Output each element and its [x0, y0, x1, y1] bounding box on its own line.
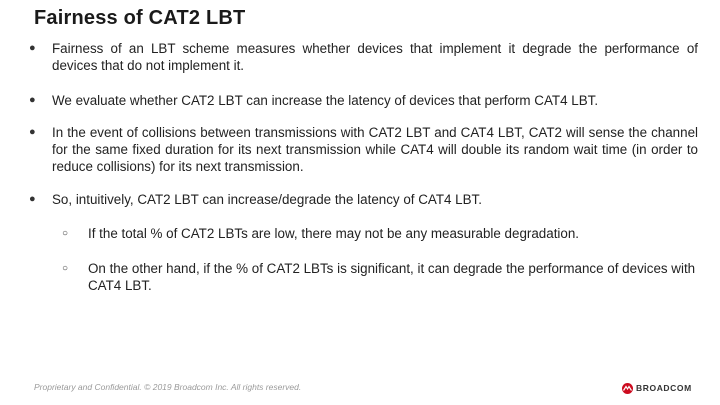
bullet-text: We evaluate whether CAT2 LBT can increase the latency of devices that perform CAT4 LBT. [52, 93, 599, 108]
bullet-text: In the event of collisions between transmissions with CAT2 LBT and CAT4 LBT, CAT2 will sense the channel for the same fixed duration for its next transmission while CAT4 will double its random wait time (in order to reduce collisions) for its next transmission. [52, 125, 698, 174]
sub-bullet-marker: ○ [62, 263, 69, 274]
sub-bullet-text: On the other hand, if the % of CAT2 LBTs is significant, it can degrade the performance of devices with CAT4 LBT. [88, 261, 696, 293]
sub-bullet-item [62, 225, 700, 242]
bullet-item [29, 191, 698, 208]
broadcom-logo-icon [622, 383, 633, 394]
bullet-marker: ● [29, 126, 36, 138]
footer-copyright: Proprietary and Confidential. © 2019 Broadcom Inc. All rights reserved. [34, 382, 302, 392]
bullet-item [29, 92, 698, 109]
sub-bullet-marker: ○ [62, 228, 69, 239]
broadcom-logo-text: BROADCOM [636, 383, 692, 393]
broadcom-logo [622, 381, 692, 395]
bullet-text: Fairness of an LBT scheme measures whether devices that implement it degrade the performance of devices that do not implement it. [52, 41, 698, 73]
slide-title: Fairness of CAT2 LBT [34, 7, 246, 29]
sub-bullet-text: If the total % of CAT2 LBTs are low, there may not be any measurable degradation. [88, 226, 580, 241]
bullet-marker: ● [29, 94, 36, 106]
bullet-item [29, 124, 698, 175]
bullet-item [29, 40, 698, 74]
sub-bullet-item [62, 260, 700, 294]
bullet-marker: ● [29, 42, 36, 54]
bullet-marker: ● [29, 193, 36, 205]
bullet-text: So, intuitively, CAT2 LBT can increase/degrade the latency of CAT4 LBT. [52, 192, 482, 207]
